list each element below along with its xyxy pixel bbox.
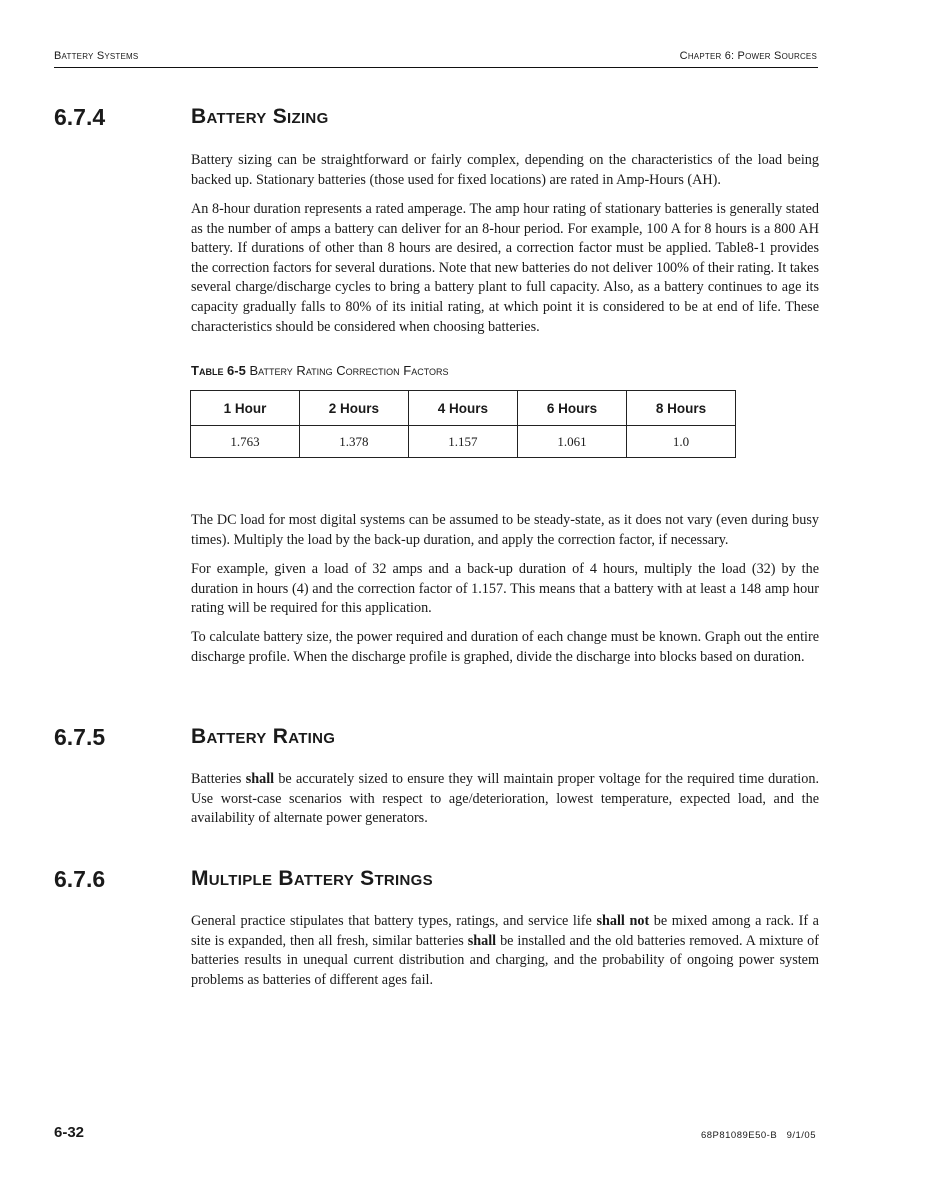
table-cell: 1.763 <box>191 426 300 458</box>
table-cell: 1.061 <box>517 426 626 458</box>
paragraph-sizing-intro: Battery sizing can be straightforward or fairly complex, depending on the characteristics of the load being backed up. Stationary batteries (those used for fixed locations) are rated in Amp-Hours (AH). <box>191 152 819 188</box>
paragraph-dc-load: The DC load for most digital systems can be assumed to be steady-state, as it does not vary (even during busy times). Multiply the load by the back-up duration, and apply the correction factor, if necessary. <box>191 512 819 548</box>
emphasis-shall-not: shall not <box>596 913 650 929</box>
table-header-cell: 2 Hours <box>299 391 408 426</box>
text-run: Batteries <box>191 771 246 787</box>
running-header-left: Battery Systems <box>54 50 139 62</box>
emphasis-shall: shall <box>467 932 497 949</box>
text-run: General practice stipulates that battery types, ratings, and service life <box>191 913 597 929</box>
correction-factors-table <box>190 390 736 458</box>
section-title-multiple-strings: Multiple Battery Strings <box>191 867 433 890</box>
paragraph-calculate: To calculate battery size, the power required and duration of each change must be known. Graph out the entire discharge profile. When the discharge profile is graphed, divide the discharge into blocks based on duration. <box>191 629 819 665</box>
header-rule <box>54 67 818 68</box>
table-header-cell: 1 Hour <box>191 391 300 426</box>
paragraph-rating <box>191 770 819 829</box>
running-header-right: Chapter 6: Power Sources <box>679 50 817 62</box>
emphasis-shall: shall <box>245 771 275 787</box>
table-cell: 1.157 <box>408 426 517 458</box>
table-header-cell: 8 Hours <box>626 391 735 426</box>
table-header-cell: 4 Hours <box>408 391 517 426</box>
text-run: be mixed among a rack. If a site is expanded, then all fresh, similar batteries <box>191 913 819 949</box>
table-header-cell: 6 Hours <box>517 391 626 426</box>
section-number-675: 6.7.5 <box>54 724 106 750</box>
page-number: 6-32 <box>54 1124 85 1141</box>
paragraph-example: For example, given a load of 32 amps and a back-up duration of 4 hours, multiply the load (32) by the duration in hours (4) and the correction factor of 1.157. This means that a battery with at least a 148 amp hour rating will be required for this application. <box>191 561 819 617</box>
table-header-row <box>191 391 736 426</box>
table-cell: 1.378 <box>299 426 408 458</box>
paragraph-sizing-duration: An 8-hour duration represents a rated amperage. The amp hour rating of stationary batteries is generally stated as the number of amps a battery can deliver for an 8-hour period. For example, 100 A for 8 hours is a 800 AH battery. If durations of other than 8 hours are desired, a correction factor must be applied. Table8-1 provides the correction factors for several durations. Note that new batteries do not deliver 100% of their rating. It takes several charge/discharge cycles to bring a battery plant to full capacity. Also, as a battery continues to age its capacity gradually falls to 80% of its initial rating, at which point it is considered to be at end of life. These characteristics should be considered when choosing batteries. <box>191 201 819 335</box>
table-caption-text: Battery Rating Correction Factors <box>249 363 449 378</box>
table-caption-label: Table 6-5 <box>191 363 246 378</box>
text-run: be accurately sized to ensure they will maintain proper voltage for the required time duration. Use worst-case scenarios with respect to age/deterioration, lowest temperature, expected load, and the availability of alternate power generators. <box>191 771 819 827</box>
table-caption <box>191 363 449 378</box>
document-id: 68P81089E50-B 9/1/05 <box>700 1130 816 1141</box>
section-title-battery-rating: Battery Rating <box>191 725 336 748</box>
table-cell: 1.0 <box>626 426 735 458</box>
section-title-battery-sizing: Battery Sizing <box>191 105 329 128</box>
paragraph-multiple-strings <box>191 912 819 990</box>
section-number-676: 6.7.6 <box>54 866 106 892</box>
text-run: be installed and the old batteries removed. A mixture of batteries results in unequal current distribution and charging, and the probability of ongoing power system problems as batteries of different ages fail. <box>191 932 819 988</box>
table-row <box>191 426 736 458</box>
section-number-674: 6.7.4 <box>54 104 106 130</box>
